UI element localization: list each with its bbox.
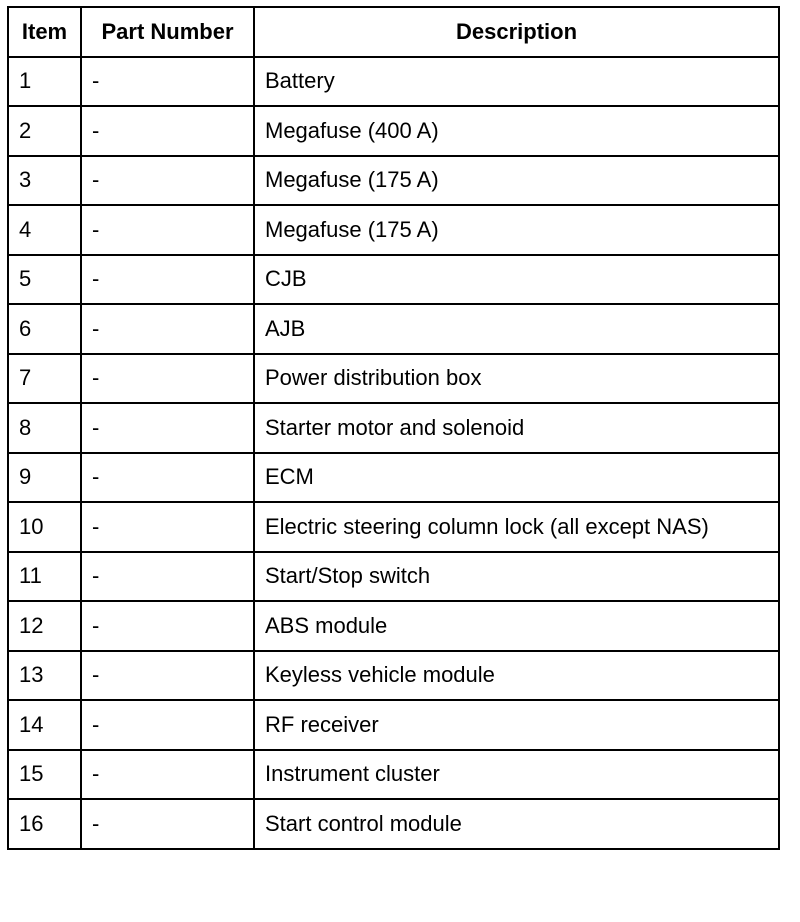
cell-part-number: - (81, 205, 254, 255)
cell-description: Megafuse (175 A) (254, 156, 779, 206)
table-row (8, 403, 779, 453)
cell-part-number: - (81, 552, 254, 602)
cell-description: Power distribution box (254, 354, 779, 404)
cell-description: ECM (254, 453, 779, 503)
cell-description: Start/Stop switch (254, 552, 779, 602)
cell-description: Battery (254, 57, 779, 107)
cell-item: 6 (8, 304, 81, 354)
table-row (8, 255, 779, 305)
cell-item: 8 (8, 403, 81, 453)
table-body (8, 57, 779, 849)
table-header (8, 7, 779, 57)
header-item: Item (8, 7, 81, 57)
cell-part-number: - (81, 403, 254, 453)
cell-description: Starter motor and solenoid (254, 403, 779, 453)
table-row (8, 601, 779, 651)
cell-part-number: - (81, 57, 254, 107)
cell-part-number: - (81, 106, 254, 156)
table-row (8, 304, 779, 354)
cell-part-number: - (81, 651, 254, 701)
parts-table (7, 6, 780, 850)
cell-part-number: - (81, 502, 254, 552)
cell-description: Electric steering column lock (all except NAS) (254, 502, 779, 552)
cell-part-number: - (81, 700, 254, 750)
cell-item: 11 (8, 552, 81, 602)
cell-description: CJB (254, 255, 779, 305)
cell-item: 10 (8, 502, 81, 552)
cell-item: 14 (8, 700, 81, 750)
cell-item: 1 (8, 57, 81, 107)
cell-description: Keyless vehicle module (254, 651, 779, 701)
cell-item: 2 (8, 106, 81, 156)
cell-part-number: - (81, 304, 254, 354)
cell-description: ABS module (254, 601, 779, 651)
header-description: Description (254, 7, 779, 57)
table-row (8, 354, 779, 404)
table-row (8, 156, 779, 206)
cell-item: 9 (8, 453, 81, 503)
table-row (8, 799, 779, 849)
cell-part-number: - (81, 156, 254, 206)
cell-description: RF receiver (254, 700, 779, 750)
table-row (8, 502, 779, 552)
cell-description: Megafuse (175 A) (254, 205, 779, 255)
cell-part-number: - (81, 799, 254, 849)
cell-part-number: - (81, 601, 254, 651)
cell-item: 13 (8, 651, 81, 701)
cell-description: Megafuse (400 A) (254, 106, 779, 156)
cell-description: Start control module (254, 799, 779, 849)
table-row (8, 552, 779, 602)
cell-description: AJB (254, 304, 779, 354)
header-part-number: Part Number (81, 7, 254, 57)
cell-item: 15 (8, 750, 81, 800)
cell-part-number: - (81, 255, 254, 305)
cell-part-number: - (81, 354, 254, 404)
table-row (8, 750, 779, 800)
header-row (8, 7, 779, 57)
cell-item: 3 (8, 156, 81, 206)
table-row (8, 651, 779, 701)
cell-item: 5 (8, 255, 81, 305)
table-row (8, 700, 779, 750)
cell-item: 12 (8, 601, 81, 651)
table-row (8, 453, 779, 503)
cell-item: 16 (8, 799, 81, 849)
cell-part-number: - (81, 750, 254, 800)
cell-part-number: - (81, 453, 254, 503)
table-row (8, 57, 779, 107)
cell-item: 4 (8, 205, 81, 255)
table-row (8, 205, 779, 255)
cell-description: Instrument cluster (254, 750, 779, 800)
cell-item: 7 (8, 354, 81, 404)
table-row (8, 106, 779, 156)
